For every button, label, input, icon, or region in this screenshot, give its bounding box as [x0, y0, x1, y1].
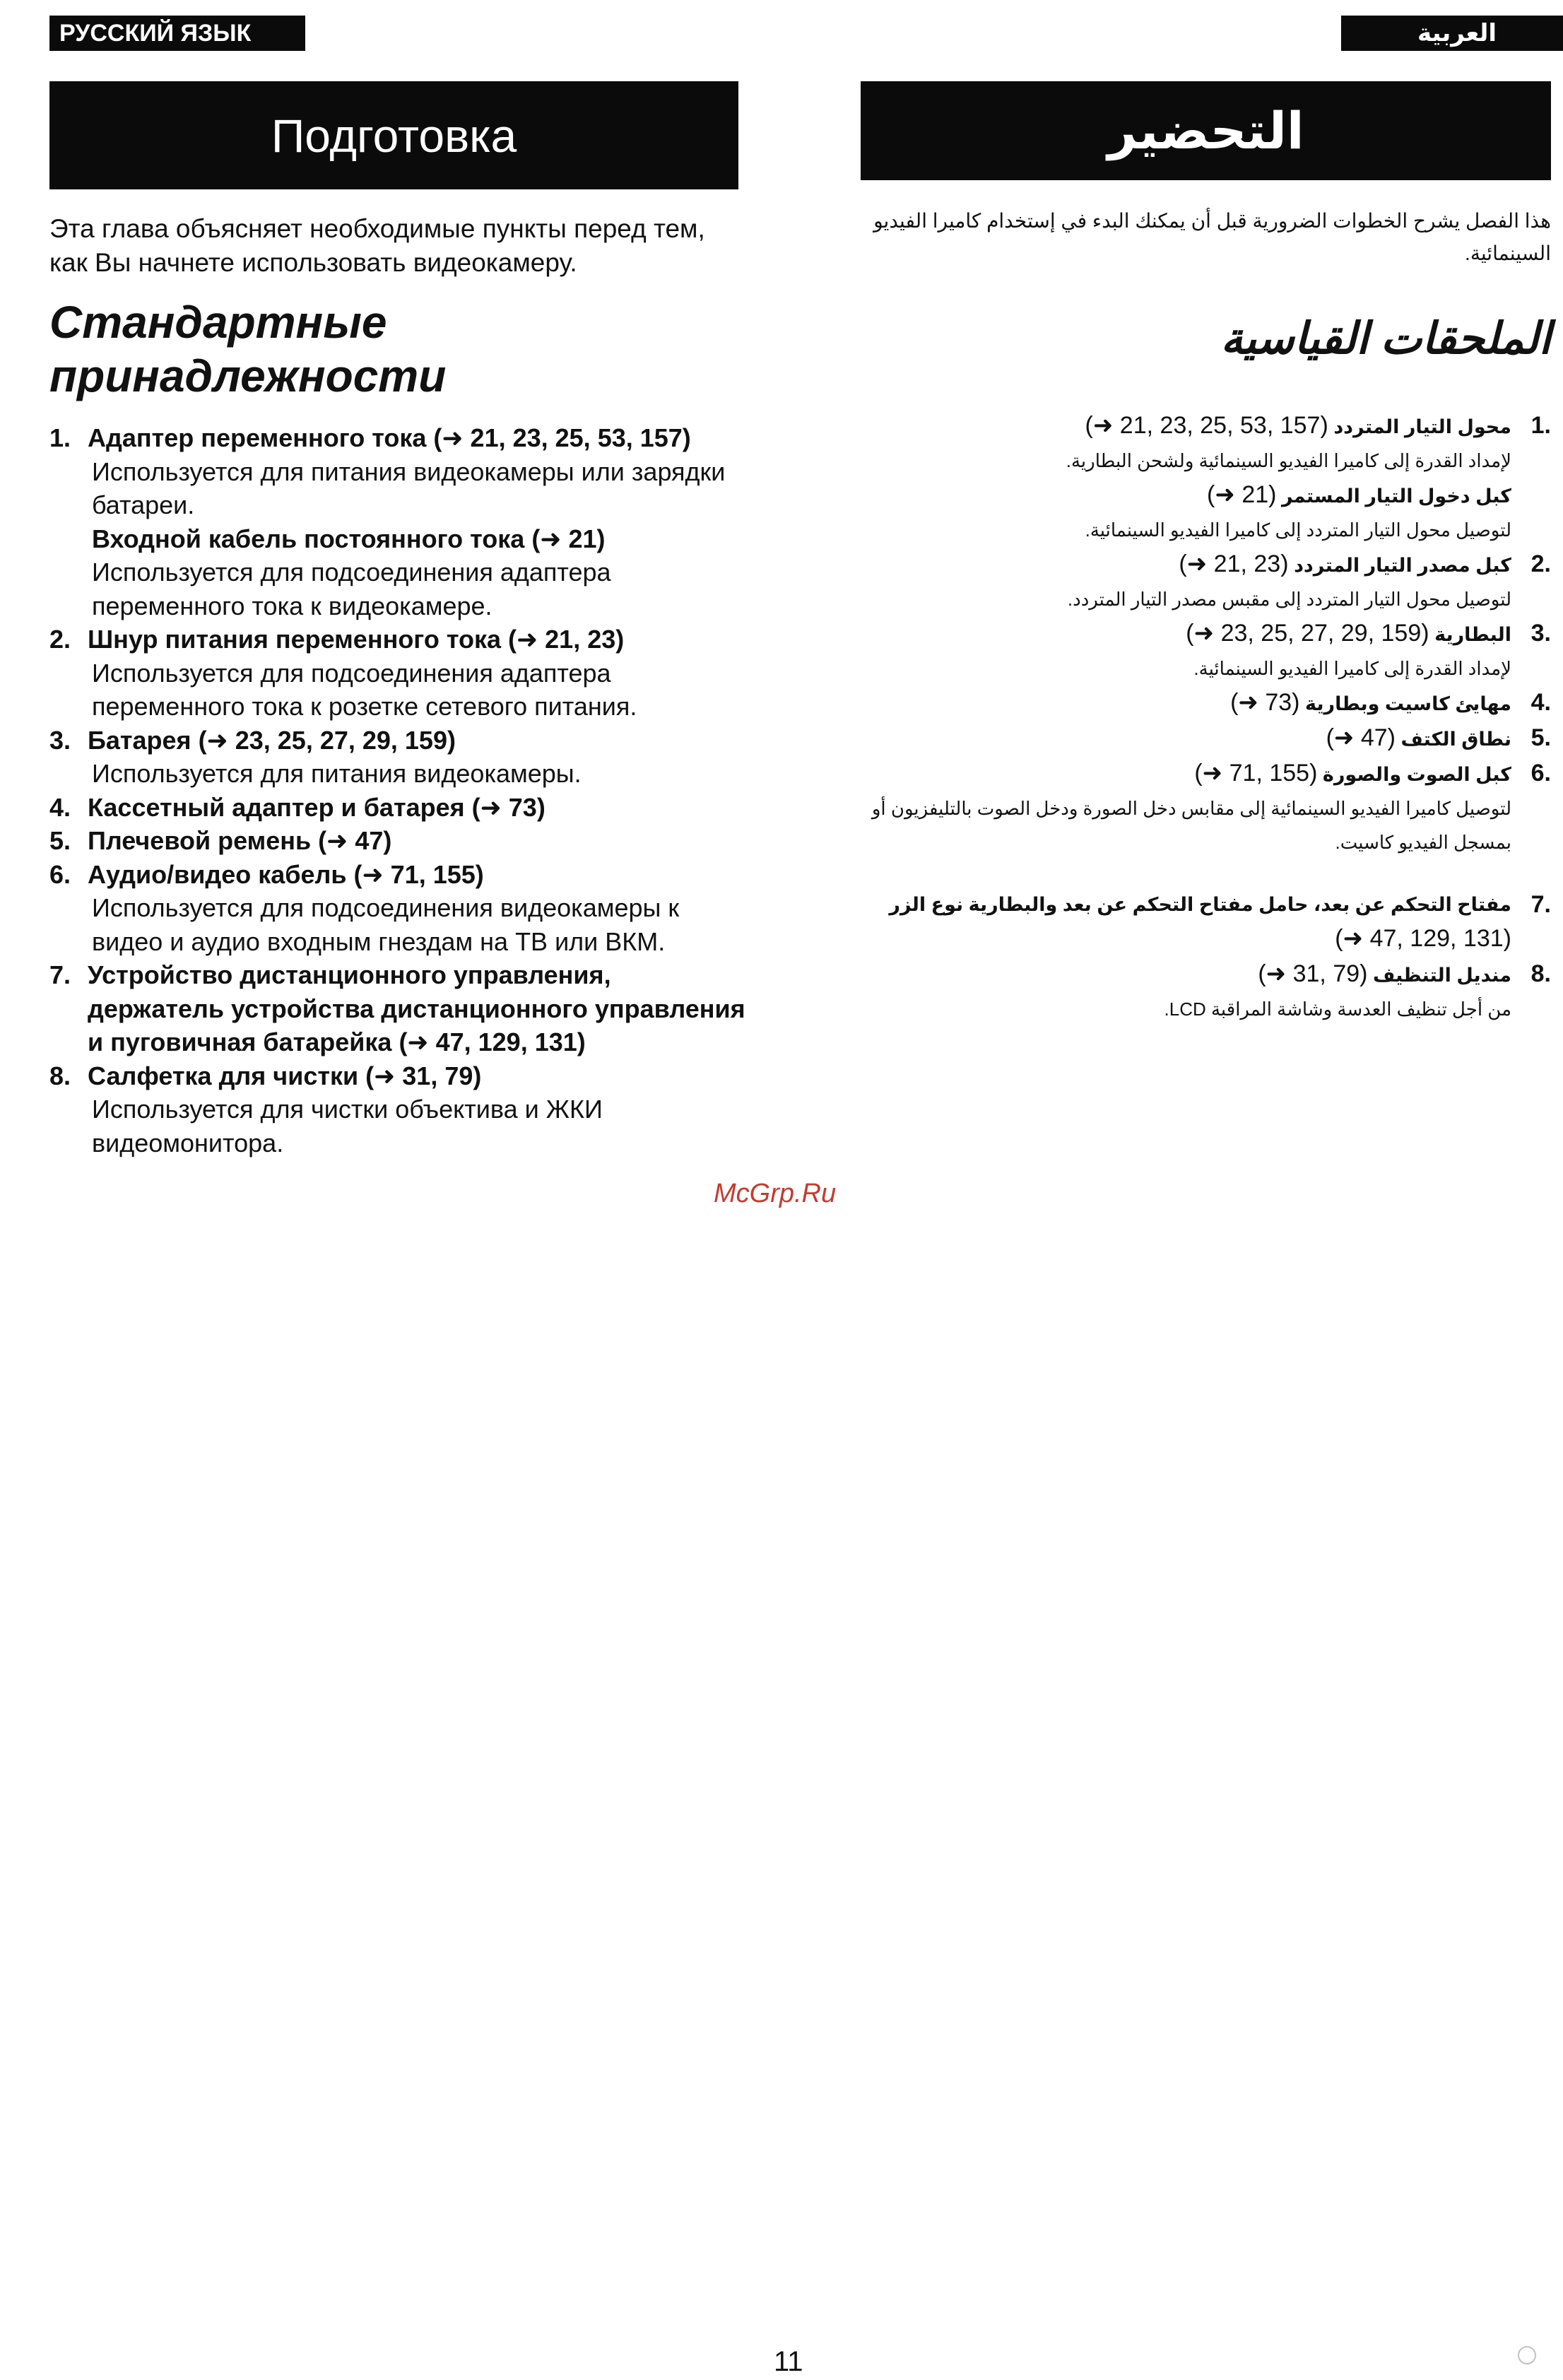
item-number: 4. [49, 792, 71, 822]
item-description: Используется для питания видеокамеры или зарядки батареи. [92, 456, 726, 519]
item-reference: (79 ,31 ➜) [1258, 960, 1368, 987]
item-description: Используется для подсоединения адаптера переменного тока к розетке сетевого питания. [92, 658, 637, 721]
heading-standard-accessories-russian: Стандартные принадлежности [49, 297, 447, 401]
item-number: 3. [49, 725, 71, 755]
item-reference: (131 ,129 ,47 ➜) [1335, 925, 1511, 952]
item-description: لإمداد القدرة إلى كاميرا الفيديو السينمائية. [1193, 658, 1511, 679]
item-subdescription: لتوصيل محول التيار المتردد إلى كاميرا الفيديو السينمائية. [1085, 519, 1511, 541]
item-description: لإمداد القدرة إلى كاميرا الفيديو السينمائية ولشحن البطارية. [1066, 450, 1511, 471]
item-number: .8 [1530, 960, 1551, 987]
item-number: .7 [1530, 891, 1551, 918]
item-number: 5. [49, 826, 71, 855]
item-reference: (73 ➜) [1230, 689, 1300, 716]
section-title-russian: Подготовка [49, 81, 738, 189]
item-title: محول التيار المتردد [1333, 416, 1511, 437]
list-item [813, 721, 1551, 756]
item-title: منديل التنظيف [1373, 965, 1511, 986]
item-number: 2. [49, 625, 71, 654]
item-title: Батарея (➜ 23, 25, 27, 29, 159) [88, 725, 456, 755]
list-item [813, 408, 1551, 547]
accessory-list-russian [49, 421, 749, 1160]
watermark-text: McGrp.Ru [714, 1179, 837, 1208]
item-title: Шнур питания переменного тока (➜ 21, 23) [88, 625, 625, 654]
list-item [813, 547, 1551, 616]
list-item [813, 685, 1551, 721]
language-tab-russian: РУССКИЙ ЯЗЫК [49, 16, 305, 51]
item-title: Кассетный адаптер и батарея (➜ 73) [88, 792, 545, 822]
item-subtitle: Входной кабель постоянного тока (➜ 21) [92, 524, 606, 553]
list-item [49, 623, 749, 724]
list-item [49, 1059, 749, 1160]
item-title: نطاق الكتف [1400, 729, 1511, 750]
item-description: لتوصيل محول التيار المتردد إلى مقبس مصدر التيار المتردد. [1067, 589, 1511, 610]
item-title: Адаптер переменного тока (➜ 21, 23, 25, 53, 157) [88, 423, 691, 452]
item-title: كبل مصدر التيار المتردد [1294, 555, 1511, 576]
item-number: .2 [1530, 550, 1551, 577]
item-number: .4 [1530, 689, 1551, 716]
item-subdescription: Используется для подсоединения адаптера переменного тока к видеокамере. [92, 558, 611, 620]
item-reference: (157 ,53 ,25 ,23 ,21 ➜) [1085, 412, 1328, 439]
item-description: Используется для подсоединения видеокамеры к видео и аудио входным гнездам на ТВ или ВКМ. [92, 893, 680, 956]
item-title: Плечевой ремень (➜ 47) [88, 826, 392, 855]
item-number: .5 [1530, 724, 1551, 751]
language-tab-arabic: العربية [1341, 16, 1563, 51]
item-title: البطارية [1434, 624, 1511, 645]
scan-mark-icon [1518, 2346, 1536, 2364]
item-reference: (155 ,71 ➜) [1194, 760, 1318, 787]
russian-column [49, 212, 749, 1160]
list-item [49, 421, 749, 623]
list-item [813, 888, 1551, 957]
heading-standard-accessories-arabic: الملحقات القياسية [1220, 314, 1551, 363]
list-item [813, 957, 1551, 1026]
item-description: Используется для питания видеокамеры. [92, 759, 582, 788]
item-description: لتوصيل كاميرا الفيديو السينمائية إلى مقابس دخل الصورة ودخل الصوت بالتليفزيون أو بمسجل الفيديو كاسيت. [871, 798, 1511, 853]
accessory-list-arabic [813, 408, 1551, 1026]
list-item [49, 824, 749, 858]
list-item [813, 616, 1551, 685]
item-number: 6. [49, 859, 71, 889]
item-description: من أجل تنظيف العدسة وشاشة المراقبة LCD. [1164, 998, 1511, 1020]
intro-text-russian: Эта глава объясняет необходимые пункты перед тем, как Вы начнете использовать видеокамеру. [49, 214, 705, 277]
item-title: مهايئ كاسيت وبطارية [1305, 693, 1511, 714]
list-item [49, 958, 749, 1059]
item-subtitle: كبل دخول التيار المستمر [1281, 485, 1511, 507]
arabic-column [813, 205, 1551, 1026]
item-number: .3 [1530, 620, 1551, 647]
item-description: Используется для чистки объектива и ЖКИ видеомонитора. [92, 1095, 603, 1157]
item-number: 1. [49, 423, 71, 452]
item-number: .6 [1530, 760, 1551, 787]
item-number: 7. [49, 960, 71, 989]
item-title: Устройство дистанционного управления, держатель устройства дистанционного управления и пуговичная батарейка (➜ 47, 129, 131) [88, 960, 745, 1056]
item-subreference: (21 ➜) [1207, 481, 1277, 508]
item-title: Аудио/видео кабель (➜ 71, 155) [88, 859, 484, 889]
item-title: كبل الصوت والصورة [1322, 764, 1511, 785]
list-item [49, 858, 749, 959]
item-title: Салфетка для чистки (➜ 31, 79) [88, 1061, 482, 1090]
list-item [49, 724, 749, 791]
list-item [49, 791, 749, 825]
item-reference: (47 ➜) [1326, 724, 1396, 751]
item-title: مفتاح التحكم عن بعد، حامل مفتاح التحكم عن بعد والبطارية نوع الزر [889, 894, 1511, 915]
item-reference: (23 ,21 ➜) [1179, 550, 1289, 577]
item-number: 8. [49, 1061, 71, 1090]
item-number: .1 [1530, 412, 1551, 439]
page-number: 11 [774, 2346, 803, 2377]
item-reference: (159 ,29 ,27 ,25 ,23 ➜) [1186, 620, 1429, 647]
intro-text-arabic: هذا الفصل يشرح الخطوات الضرورية قبل أن يمكنك البدء في إستخدام كاميرا الفيديو السينمائية. [873, 210, 1551, 264]
section-title-arabic: التحضير [861, 81, 1551, 180]
list-item [813, 756, 1551, 859]
